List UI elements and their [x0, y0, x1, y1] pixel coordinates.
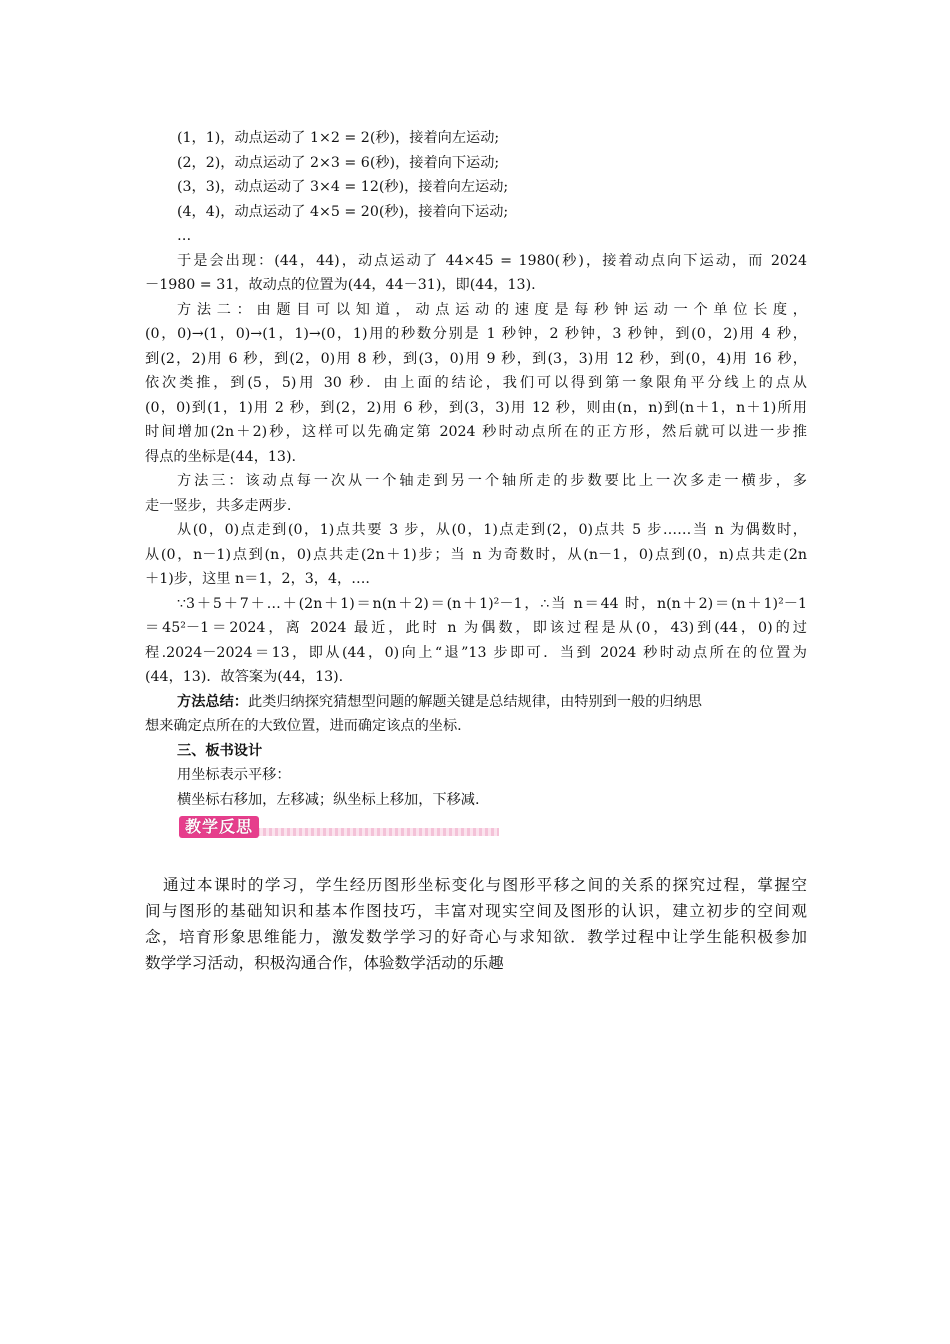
- method-summary-label: 方法总结：: [177, 693, 248, 710]
- section-heading-board-design: 三、板书设计: [177, 742, 263, 759]
- text-line: (4，4)，动点运动了 4×5 = 20(秒)，接着向下运动;: [177, 203, 509, 220]
- text-line: 想来确定点所在的大致位置，进而确定该点的坐标.: [145, 718, 462, 734]
- text-line: ＋1)步，这里 n＝1，2，3，4，….: [145, 571, 370, 587]
- formula-line: ∵3＋5＋7＋…＋(2n＋1)＝n(n＋2)＝(n＋1)²－1，∴当 n＝44 时，n(n＋2)＝(n＋1)²－1: [177, 595, 807, 612]
- text-line: 从(0，0)点走到(0，1)点共要 3 步，从(0，1)点走到(2，0)点共 5 步……当 n 为偶数时，: [177, 522, 807, 538]
- banner-title: 教学反思: [179, 816, 259, 838]
- reflection-line: 数学学习活动，积极沟通合作，体验数学活动的乐趣: [145, 954, 504, 972]
- text-line: 横坐标右移加，左移减；纵坐标上移加，下移减.: [177, 791, 480, 808]
- method-two-heading: 方法二：由题目可以知道，动点运动的速度是每秒钟运动一个单位长度，: [177, 301, 807, 318]
- text-line: 走一竖步，共多走两步.: [145, 497, 292, 514]
- reflection-paragraph: [145, 872, 807, 976]
- text-line: 得点的坐标是(44，13).: [145, 448, 296, 465]
- reflection-line: 念，培育形象思维能力，激发数学学习的好奇心与求知欲．教学过程中让学生能积极参加: [145, 928, 807, 946]
- text-line: 到(2，2)用 6 秒，到(2，0)用 8 秒，到(3，0)用 9 秒，到(3，3)用 12 秒，到(0，4)用 16 秒，: [145, 350, 807, 367]
- text-line: (44，13)．故答案为(44，13).: [145, 669, 344, 685]
- method-summary: [145, 690, 807, 715]
- text-line: 依次类推，到(5，5)用 30 秒．由上面的结论，我们可以得到第一象限角平分线上的点从: [145, 375, 807, 391]
- text-line: (2，2)，动点运动了 2×3 = 6(秒)，接着向下运动;: [177, 154, 500, 171]
- text-line: ＝45²－1＝2024，离 2024 最近，此时 n 为偶数，即该过程是从(0，43)到(44，0)的过: [145, 620, 807, 636]
- text-line: (0，0)→(1，0)→(1，1)→(0，1)用的秒数分别是 1 秒钟，2 秒钟，3 秒钟，到(0，2)用 4 秒，: [145, 326, 807, 342]
- ellipsis-line: …: [177, 228, 192, 244]
- method-summary-text: 此类归纳探究猜想型问题的解题关键是总结规律，由特别到一般的归纳思: [247, 693, 702, 710]
- text-line: －1980 = 31，故动点的位置为(44，44－31)，即(44，13).: [145, 277, 536, 293]
- text-line: 时间增加(2n＋2)秒，这样可以先确定第 2024 秒时动点所在的正方形，然后就可以进一步推: [145, 424, 807, 440]
- teaching-reflection-banner: [145, 814, 807, 844]
- reflection-line: 通过本课时的学习，学生经历图形坐标变化与图形平移之间的关系的探究过程，掌握空: [163, 876, 807, 894]
- method-three-heading: 方法三：该动点每一次从一个轴走到另一个轴所走的步数要比上一次多走一横步，多: [177, 473, 807, 489]
- text-line: 从(0，n－1)点到(n，0)点共走(2n＋1)步；当 n 为奇数时，从(n－1，0)点到(0，n)点共走(2n: [145, 546, 807, 563]
- text-line: (0，0)到(1，1)用 2 秒，到(2，2)用 6 秒，到(3，3)用 12 秒，则由(n，n)到(n＋1，n＋1)所用: [145, 399, 807, 416]
- text-line: (1，1)，动点运动了 1×2 = 2(秒)，接着向左运动;: [177, 130, 500, 146]
- document-body: [145, 126, 807, 844]
- text-line: 程.2024－2024＝13，即从(44，0)向上“退”13 步即可．当到 2024 秒时动点所在的位置为: [145, 644, 807, 661]
- text-line: 于是会出现：(44，44)，动点运动了 44×45 = 1980(秒)，接着动点向下运动，而 2024: [177, 252, 807, 269]
- text-line: 用坐标表示平移：: [177, 767, 291, 783]
- reflection-line: 间与图形的基础知识和基本作图技巧，丰富对现实空间及图形的认识，建立初步的空间观: [145, 902, 807, 920]
- text-line: (3，3)，动点运动了 3×4 = 12(秒)，接着向左运动;: [177, 179, 509, 195]
